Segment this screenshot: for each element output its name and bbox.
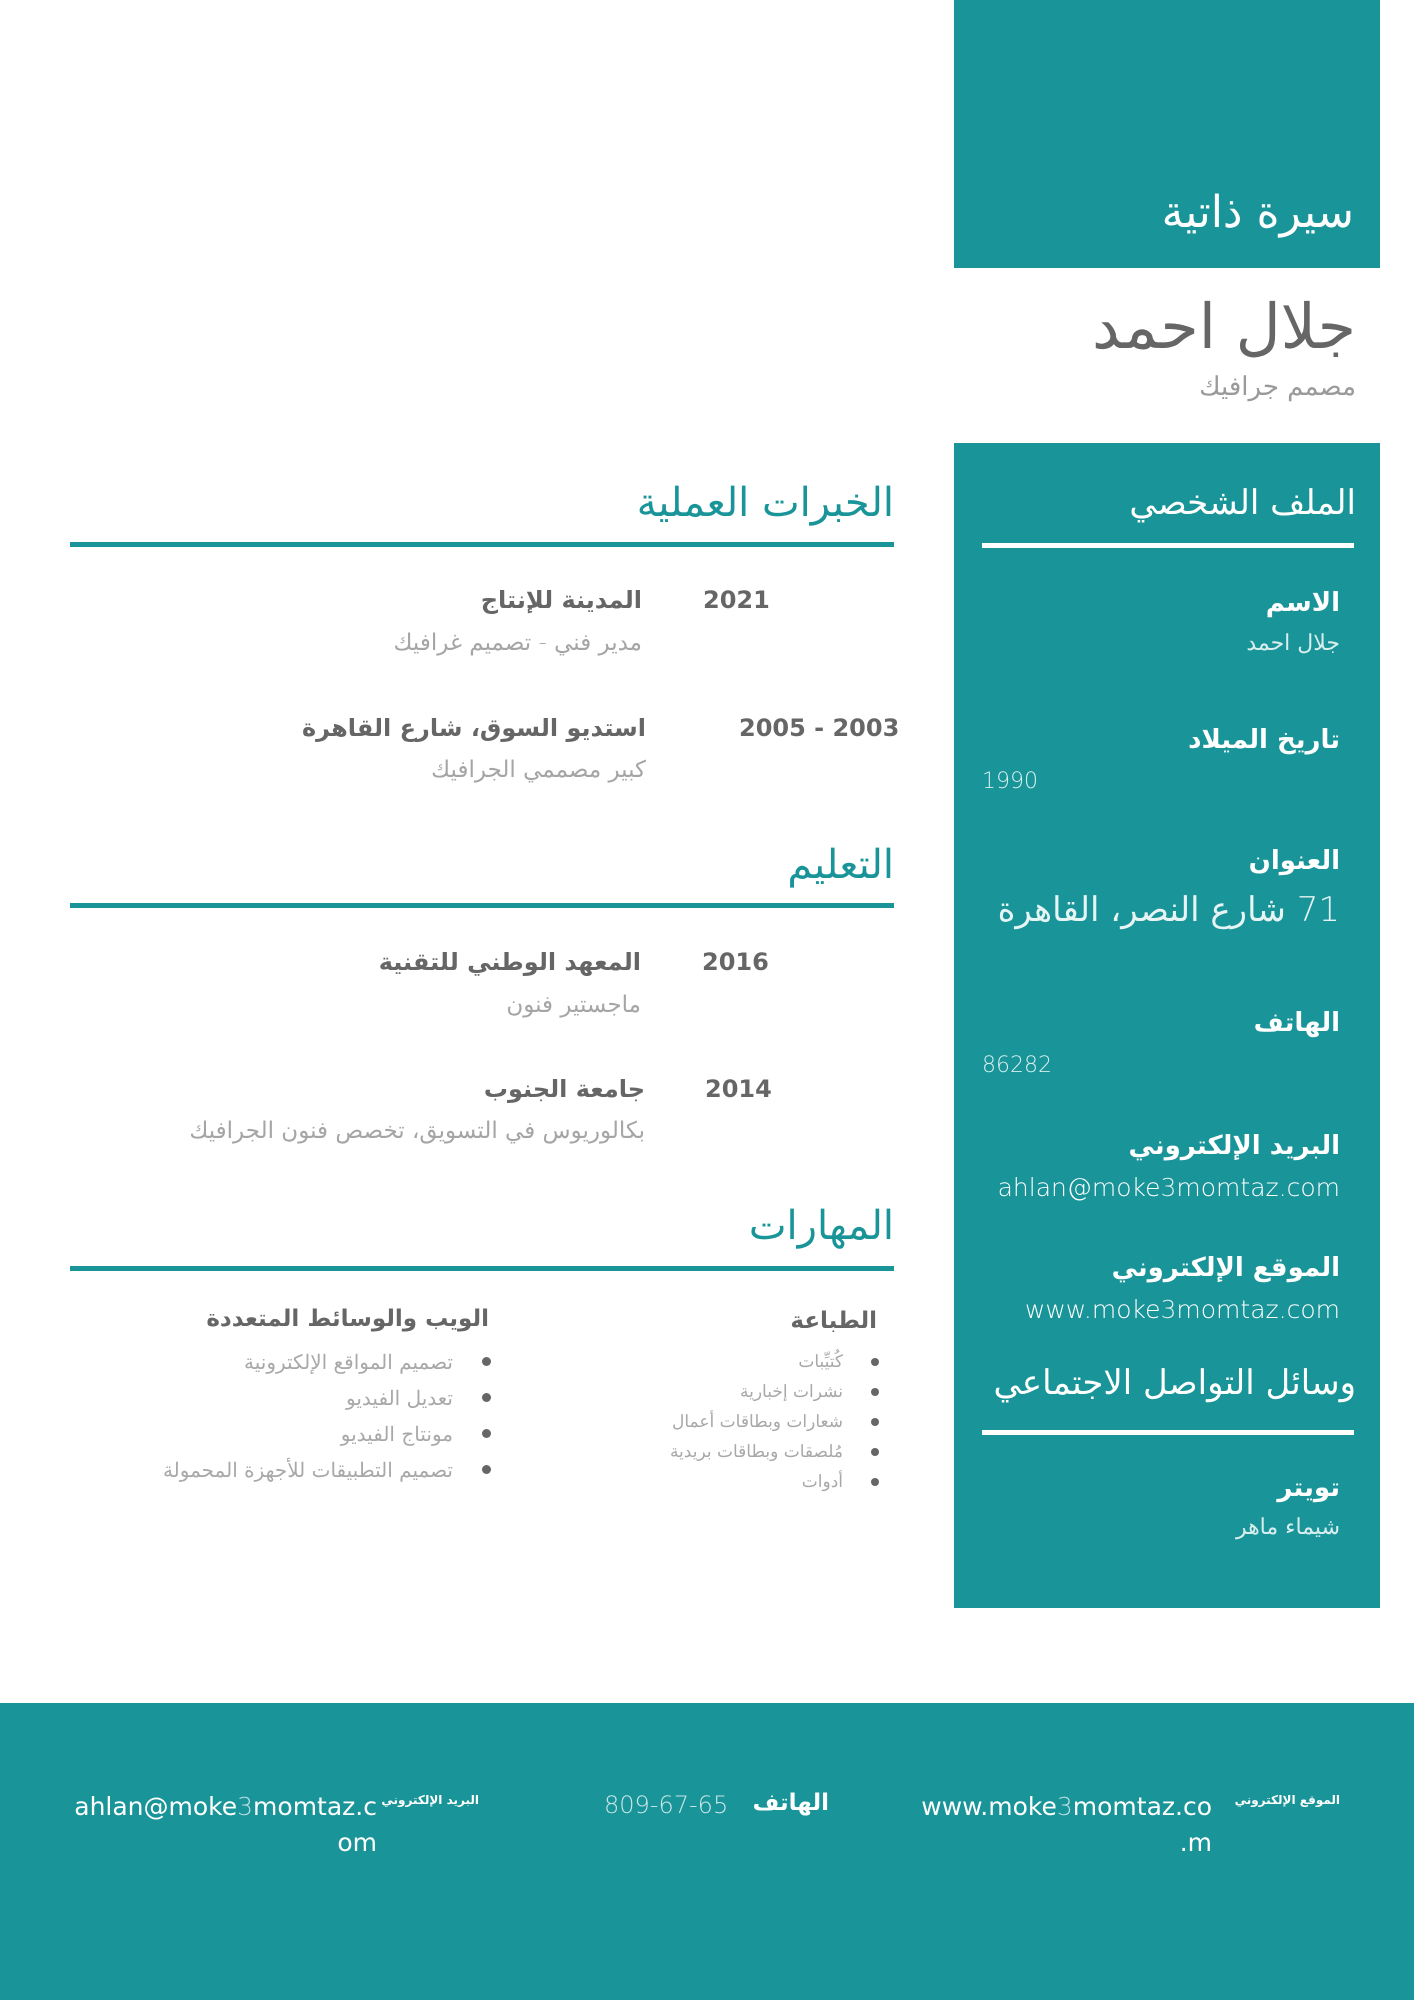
contact-footer <box>0 1703 1414 2000</box>
education-subtitle: بكالوريوس في التسويق، تخصص فنون الجرافيك <box>189 1118 645 1144</box>
profile-heading-rule <box>982 543 1354 548</box>
email-digit: 3 <box>1160 1173 1177 1202</box>
field-label-phone: الهاتف <box>1253 1008 1340 1038</box>
title-banner <box>954 0 1380 268</box>
person-name: جلال احمد <box>1091 290 1356 363</box>
skill-item: مُلصقات وبطاقات بريدية <box>670 1437 883 1467</box>
education-year: 2016 <box>702 948 769 976</box>
bullet-icon <box>482 1393 491 1402</box>
field-label-email: البريد الإلكتروني <box>1128 1131 1340 1161</box>
education-year: 2014 <box>705 1075 772 1103</box>
bullet-icon <box>871 1478 879 1486</box>
bullet-icon <box>482 1357 491 1366</box>
social-heading-rule <box>982 1430 1354 1435</box>
skills-group-title-web: الويب والوسائط المتعددة <box>206 1306 489 1332</box>
experience-subtitle: كبير مصممي الجرافيك <box>431 757 646 783</box>
field-value-birthdate: 1990 <box>982 769 1038 794</box>
email-part: momtaz.com <box>1176 1173 1340 1202</box>
field-value-name: جلال احمد <box>1246 631 1340 656</box>
document-title: سيرة ذاتية <box>1161 187 1354 238</box>
bullet-icon <box>482 1465 491 1474</box>
skill-item: نشرات إخبارية <box>670 1377 883 1407</box>
skill-item: تعديل الفيديو <box>163 1380 495 1416</box>
experience-heading: الخبرات العملية <box>636 480 894 526</box>
website-part: www.moke <box>1024 1295 1161 1324</box>
education-title: جامعة الجنوب <box>483 1075 645 1103</box>
experience-year: 2005 - 2003 <box>739 714 900 742</box>
skill-item: تصميم المواقع الإلكترونية <box>163 1344 495 1380</box>
field-label-birthdate: تاريخ الميلاد <box>1188 725 1340 755</box>
skill-item: أدوات <box>670 1467 883 1497</box>
skill-item: تصميم التطبيقات للأجهزة المحمولة <box>163 1452 495 1488</box>
skills-heading-rule <box>70 1266 894 1271</box>
footer-phone-value[interactable]: 809-67-65 <box>604 1791 729 1819</box>
education-subtitle: ماجستير فنون <box>506 992 641 1018</box>
field-value-website[interactable] <box>1025 1295 1340 1324</box>
experience-heading-rule <box>70 542 894 547</box>
website-digit: 3 <box>1160 1295 1177 1324</box>
social-value-twitter[interactable]: شيماء ماهر <box>1235 1515 1340 1540</box>
experience-title: المدينة للإنتاج <box>480 586 642 614</box>
skill-item: مونتاج الفيديو <box>163 1416 495 1452</box>
skill-item: كُتيِّبات <box>670 1347 883 1377</box>
job-title: مصمم جرافيك <box>1199 372 1356 402</box>
profile-heading: الملف الشخصي <box>1129 483 1356 523</box>
bullet-icon <box>871 1358 879 1366</box>
footer-email-value[interactable]: ahlan@moke3momtaz.c om <box>74 1792 377 1857</box>
footer-phone-label: الهاتف <box>752 1790 829 1816</box>
education-heading: التعليم <box>787 842 894 888</box>
profile-sidebar <box>954 443 1380 1608</box>
bullet-icon <box>871 1388 879 1396</box>
bullet-icon <box>871 1448 879 1456</box>
experience-subtitle: مدير فني - تصميم غرافيك <box>393 630 642 656</box>
field-label-name: الاسم <box>1265 588 1340 618</box>
website-part: momtaz.com <box>1176 1295 1340 1324</box>
field-value-email[interactable] <box>998 1173 1340 1202</box>
field-label-address: العنوان <box>1248 846 1340 876</box>
skill-item: شعارات وبطاقات أعمال <box>670 1407 883 1437</box>
skills-list-print <box>670 1347 883 1497</box>
experience-year: 2021 <box>703 586 770 614</box>
bullet-icon <box>871 1418 879 1426</box>
social-label-twitter: تويتر <box>1277 1473 1340 1503</box>
field-label-website: الموقع الإلكتروني <box>1111 1253 1340 1283</box>
field-value-phone: 86282 <box>982 1053 1052 1078</box>
bullet-icon <box>482 1429 491 1438</box>
skills-group-title-print: الطباعة <box>790 1308 877 1334</box>
skills-list-web <box>163 1344 495 1488</box>
education-title: المعهد الوطني للتقنية <box>378 948 641 976</box>
skills-heading: المهارات <box>748 1203 894 1249</box>
email-part: ahlan@moke <box>997 1173 1161 1202</box>
education-heading-rule <box>70 903 894 908</box>
footer-website-value[interactable]: www.moke3momtaz.co .m <box>921 1792 1212 1857</box>
social-heading: وسائل التواصل الاجتماعي <box>993 1363 1356 1403</box>
footer-email-label: البريد الإلكتروني <box>381 1793 479 1807</box>
field-value-address: 71 شارع النصر، القاهرة <box>997 890 1340 930</box>
footer-website-label: الموقع الإلكتروني <box>1234 1793 1340 1807</box>
experience-title: استديو السوق، شارع القاهرة <box>302 714 646 742</box>
